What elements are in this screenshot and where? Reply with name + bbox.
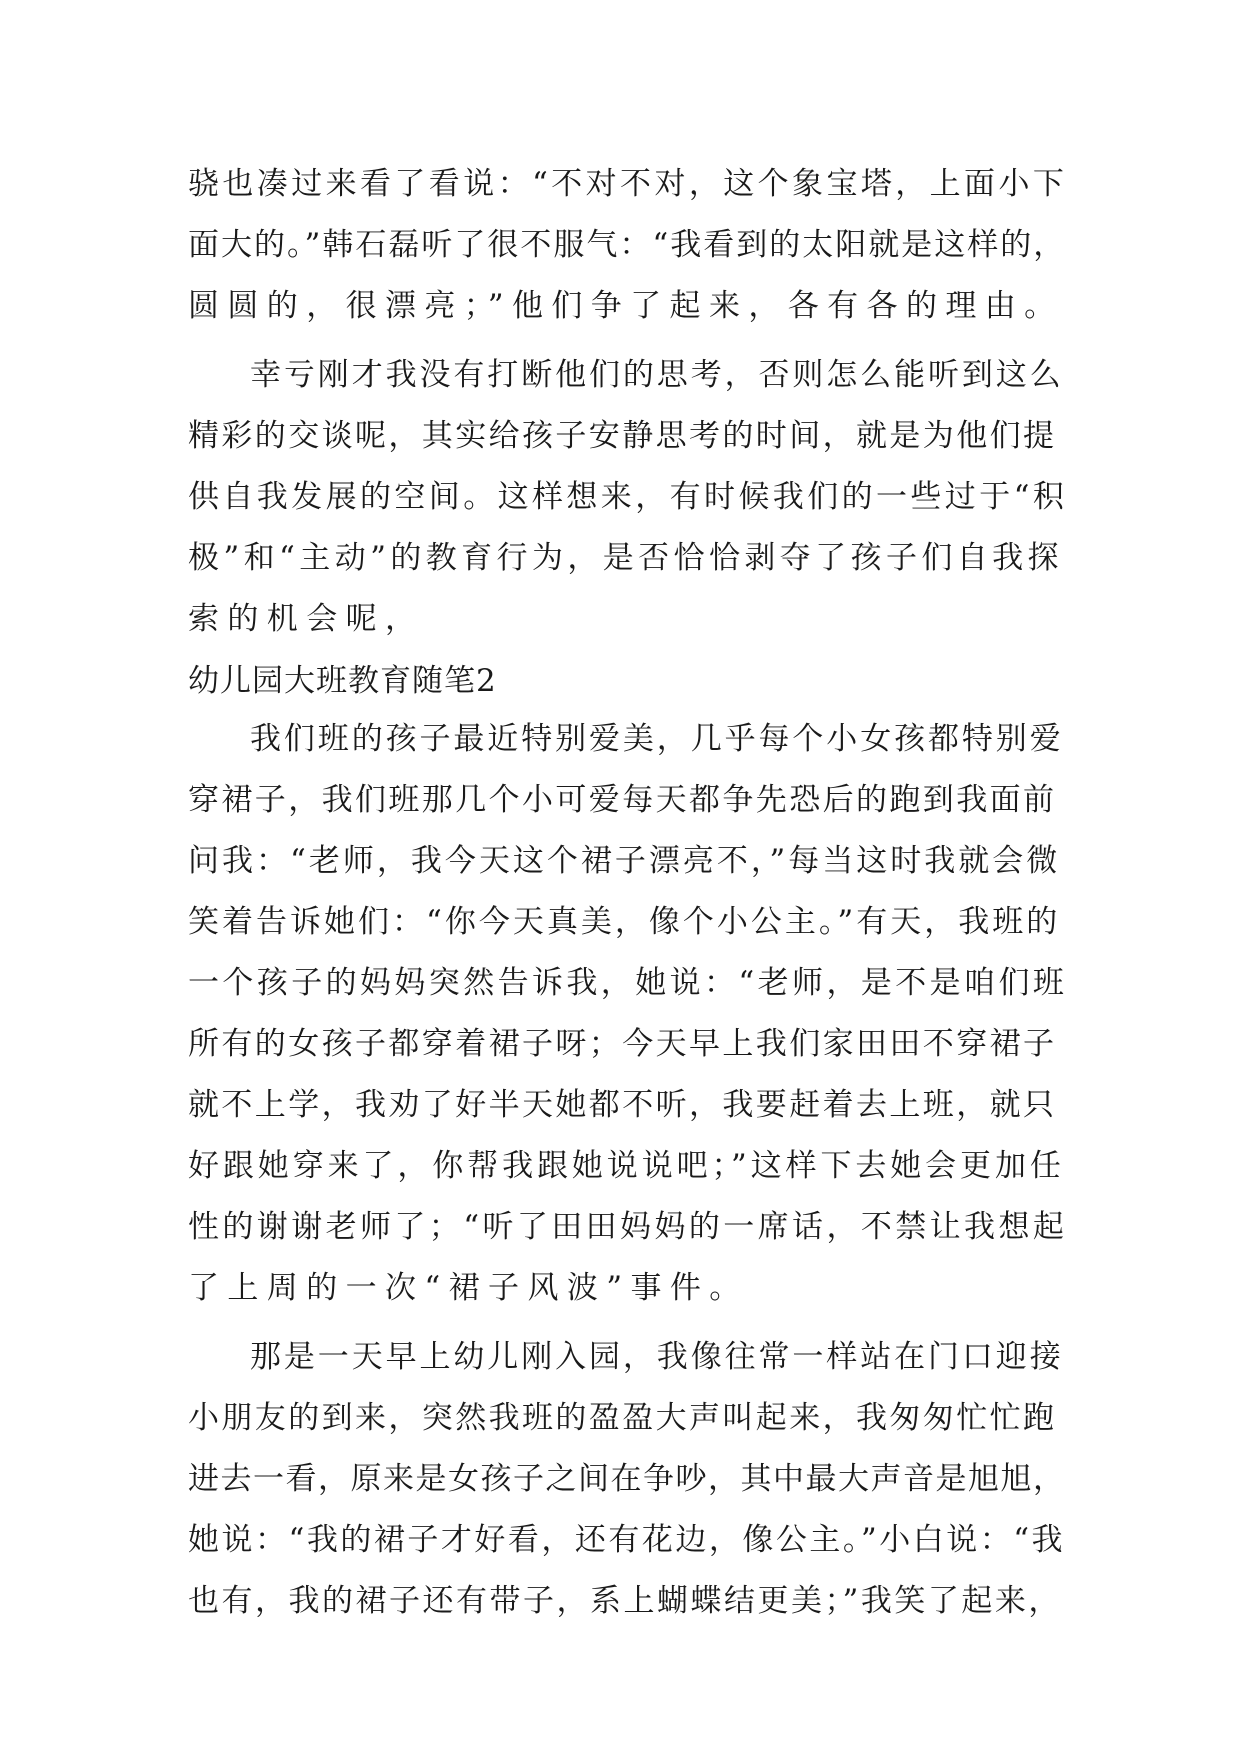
- document-body: [188, 154, 1068, 1632]
- text-line: 穿裙子，我们班那几个小可爱每天都争先恐后的跑到我面前: [188, 782, 1057, 818]
- text-line: 了上周的一次“裙子风波”事件。: [188, 1270, 749, 1306]
- text-line: 小朋友的到来，突然我班的盈盈大声叫起来，我匆匆忙忙跑: [188, 1400, 1057, 1436]
- text-line: 一个孩子的妈妈突然告诉我，她说：“老师，是不是咱们班: [188, 965, 1068, 1001]
- text-line: 圆圆的，很漂亮；”他们争了起来，各有各的理由。: [188, 288, 1064, 324]
- text-line: 也有，我的裙子还有带子，系上蝴蝶结更美；”我笑了起来，: [188, 1583, 1062, 1619]
- text-line: 骁也凑过来看了看说：“不对不对，这个象宝塔，上面小下: [188, 166, 1068, 202]
- text-line: 我们班的孩子最近特别爱美，几乎每个小女孩都特别爱: [250, 721, 1064, 757]
- section-heading: 幼儿园大班教育随笔2: [188, 663, 497, 699]
- text-line: 所有的女孩子都穿着裙子呀；今天早上我们家田田不穿裙子: [188, 1026, 1057, 1062]
- text-line: 精彩的交谈呢，其实给孩子安静思考的时间，就是为他们提: [188, 418, 1057, 454]
- text-line: 就不上学，我劝了好半天她都不听，我要赶着去上班，就只: [188, 1087, 1057, 1123]
- text-line: 面大的。”韩石磊听了很不服气：“我看到的太阳就是这样的，: [188, 227, 1067, 263]
- text-line: 幸亏刚才我没有打断他们的思考，否则怎么能听到这么: [250, 357, 1064, 393]
- text-line: 那是一天早上幼儿刚入园，我像往常一样站在门口迎接: [250, 1339, 1064, 1375]
- text-line: 她说：“我的裙子才好看，还有花边，像公主。”小白说：“我: [188, 1522, 1066, 1558]
- text-line: 索的机会呢，: [188, 601, 425, 637]
- text-line: 好跟她穿来了，你帮我跟她说说吧；”这样下去她会更加任: [188, 1148, 1065, 1184]
- text-line: 笑着告诉她们：“你今天真美，像个小公主。”有天，我班的: [188, 904, 1061, 940]
- text-line: 供自我发展的空间。这样想来，有时候我们的一些过于“积: [188, 479, 1068, 515]
- text-line: 性的谢谢老师了；“听了田田妈妈的一席话，不禁让我想起: [188, 1209, 1068, 1245]
- text-line: 进去一看，原来是女孩子之间在争吵，其中最大声音是旭旭，: [188, 1461, 1066, 1497]
- text-line: 极”和“主动”的教育行为，是否恰恰剥夺了孩子们自我探: [188, 540, 1063, 576]
- text-line: 问我：“老师，我今天这个裙子漂亮不，”每当这时我就会微: [188, 843, 1061, 879]
